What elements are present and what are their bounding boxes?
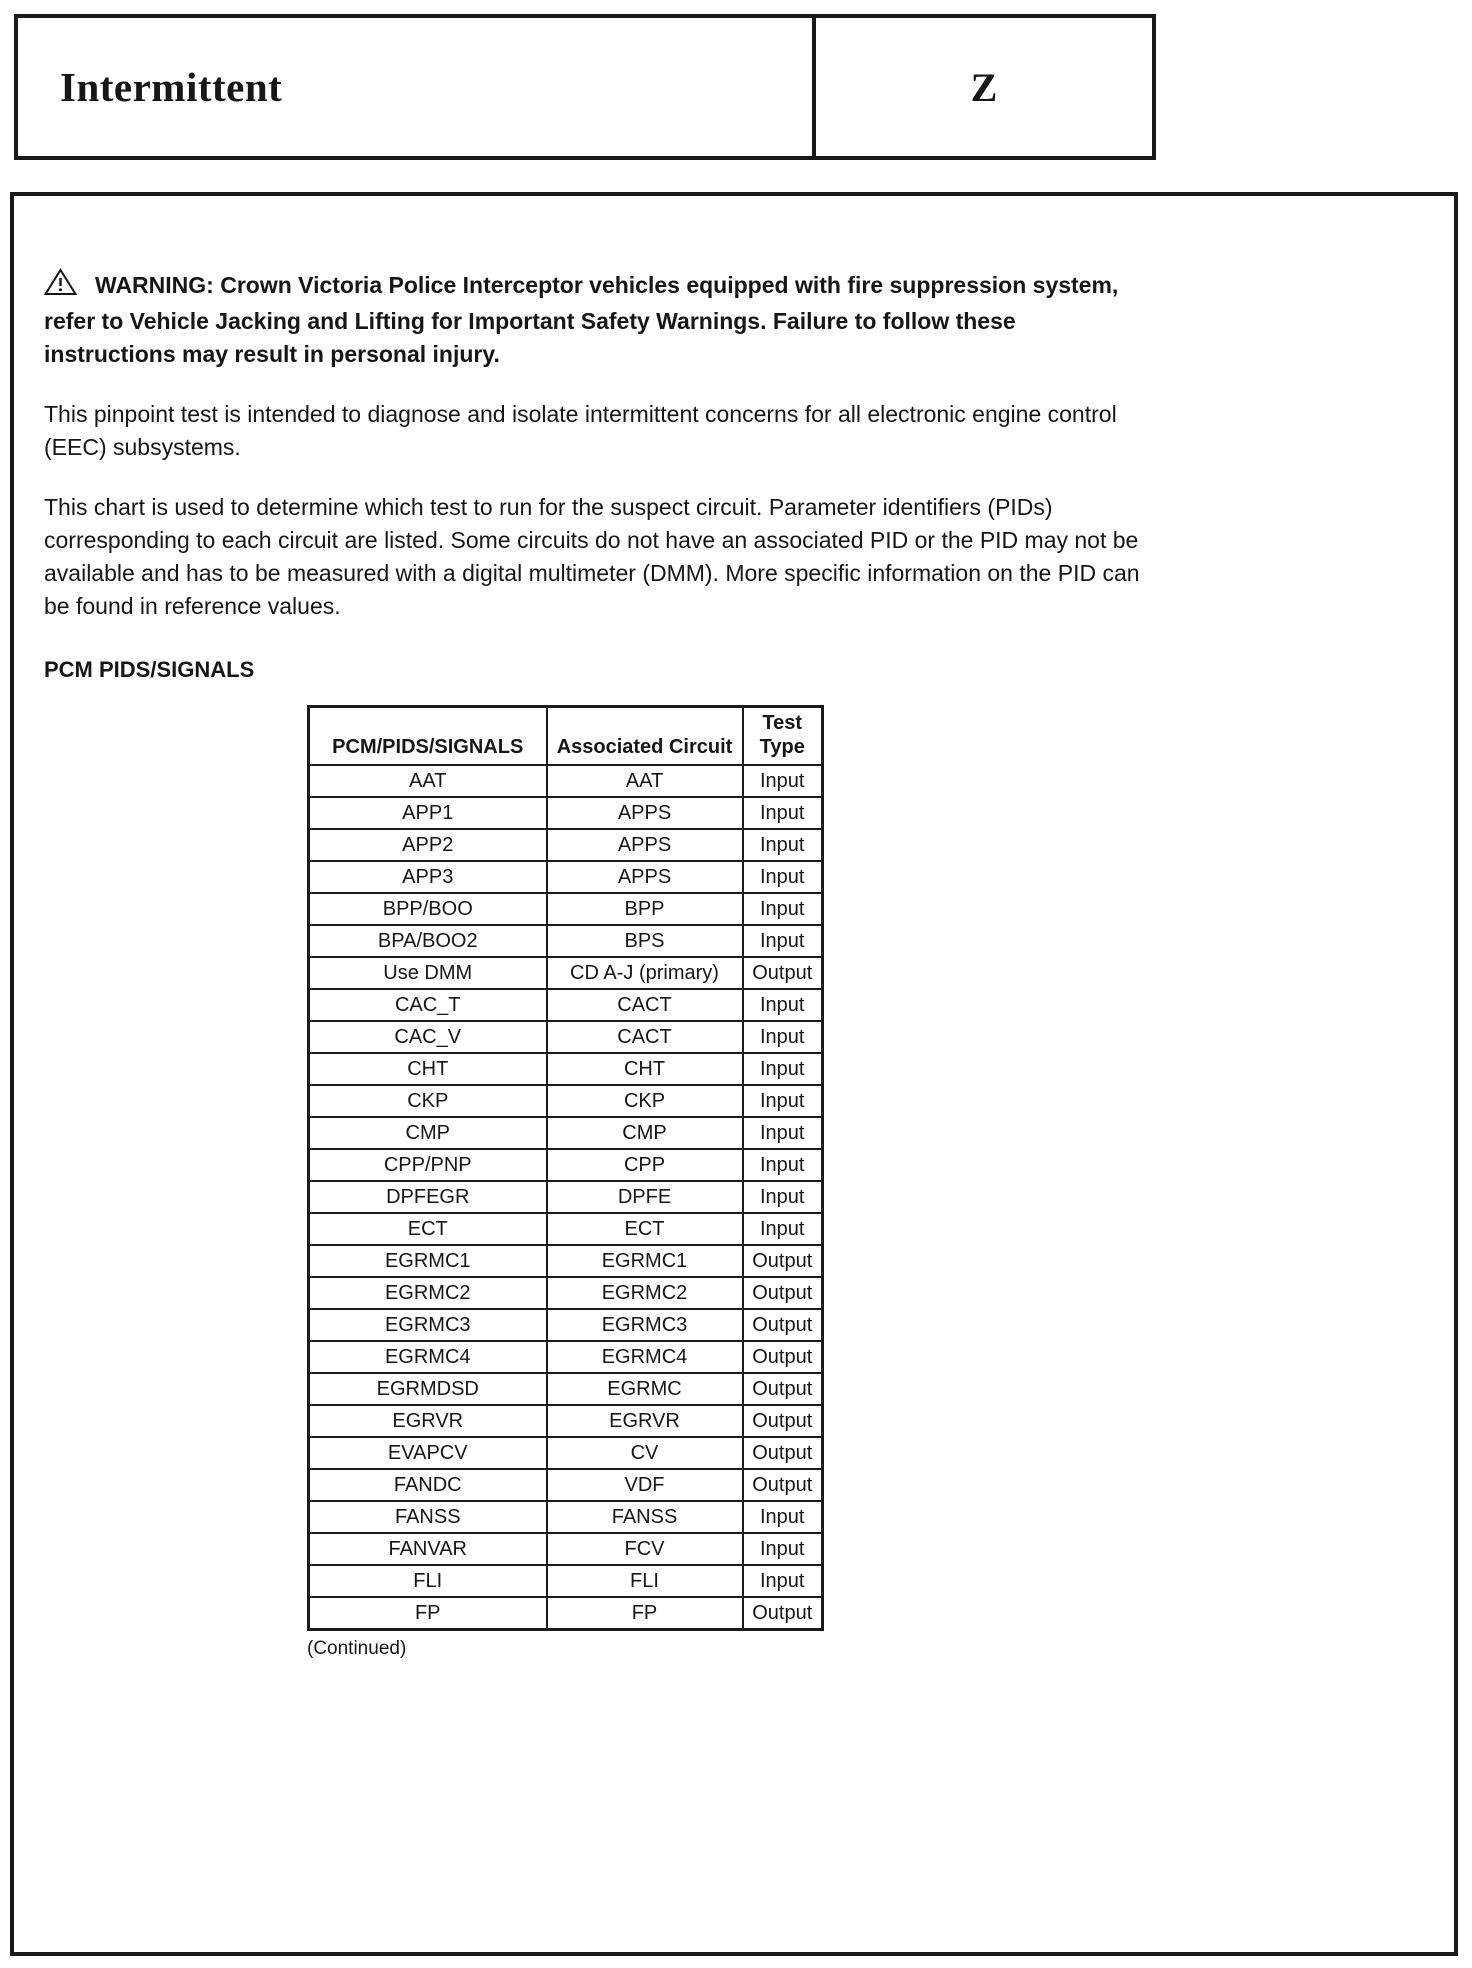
table-cell: DPFEGR [309,1181,547,1213]
pids-table-body [309,765,823,1630]
table-cell: Use DMM [309,957,547,989]
table-cell: CPP [547,1149,743,1181]
table-row [309,925,823,957]
warning-text: Crown Victoria Police Interceptor vehicles equipped with fire suppression system, refer to Vehicle Jacking and Lifting for Important Safety Warnings. Failure to follow these instructions may result in personal injury. [44,272,1119,367]
table-row [309,797,823,829]
table-row [309,1213,823,1245]
warning-label: WARNING: [95,272,214,298]
table-row [309,1341,823,1373]
table-cell: APP3 [309,861,547,893]
table-cell: EGRMC4 [309,1341,547,1373]
table-cell: CPP/PNP [309,1149,547,1181]
table-row [309,1405,823,1437]
table-cell: Output [743,1277,823,1309]
table-cell: CMP [547,1117,743,1149]
table-cell: BPP [547,893,743,925]
table-row [309,1277,823,1309]
table-cell: AAT [547,765,743,797]
table-cell: Output [743,1373,823,1405]
table-cell: Output [743,1245,823,1277]
table-cell: CACT [547,989,743,1021]
table-cell: Input [743,1501,823,1533]
table-cell: Input [743,1085,823,1117]
continued-note: (Continued) [307,1638,407,1659]
table-cell: Input [743,1117,823,1149]
table-cell: EGRMC4 [547,1341,743,1373]
table-cell: EGRMC1 [547,1245,743,1277]
table-row [309,1533,823,1565]
table-cell: FCV [547,1533,743,1565]
table-cell: VDF [547,1469,743,1501]
table-cell: EGRVR [547,1405,743,1437]
table-cell: FANSS [547,1501,743,1533]
table-row [309,1021,823,1053]
table-cell: FLI [547,1565,743,1597]
page-title: Intermittent [60,64,283,110]
table-cell: CV [547,1437,743,1469]
table-cell: Input [743,861,823,893]
table-row [309,989,823,1021]
table-cell: Output [743,1341,823,1373]
table-cell: Output [743,1469,823,1501]
table-cell: ECT [309,1213,547,1245]
table-cell: BPA/BOO2 [309,925,547,957]
table-cell: Input [743,1565,823,1597]
table-cell: EGRMC1 [309,1245,547,1277]
table-row [309,1597,823,1630]
table-cell: Output [743,1405,823,1437]
table-cell: ECT [547,1213,743,1245]
table-cell: APPS [547,829,743,861]
header-title-cell [18,18,816,156]
table-cell: APPS [547,797,743,829]
table-cell: APP1 [309,797,547,829]
table-cell: FANDC [309,1469,547,1501]
table-header-row [309,707,823,766]
table-row [309,861,823,893]
table-cell: CKP [547,1085,743,1117]
table-row [309,1181,823,1213]
table-cell: Input [743,797,823,829]
intro-paragraph: This pinpoint test is intended to diagnose and isolate intermittent concerns for all electronic engine control (EEC) subsystems. [44,401,1117,460]
table-cell: Input [743,1213,823,1245]
header-letter-cell [816,18,1152,156]
table-row [309,1053,823,1085]
table-cell: Input [743,893,823,925]
table-cell: Output [743,957,823,989]
table-cell: Input [743,1149,823,1181]
table-cell: FANVAR [309,1533,547,1565]
table-cell: CHT [547,1053,743,1085]
table-cell: Output [743,1437,823,1469]
table-cell: DPFE [547,1181,743,1213]
table-cell: Input [743,925,823,957]
table-row [309,1245,823,1277]
table-cell: FP [309,1597,547,1630]
table-row [309,1565,823,1597]
table-header-cell: PCM/PIDS/SIGNALS [309,707,547,766]
table-cell: CMP [309,1117,547,1149]
table-header-cell: Test Type [743,707,823,766]
content-box [10,192,1458,1956]
table-cell: FP [547,1597,743,1630]
table-row [309,1117,823,1149]
table-header-cell: Associated Circuit [547,707,743,766]
table-cell: CKP [309,1085,547,1117]
content-inner [14,196,1454,1660]
table-cell: EGRMC2 [309,1277,547,1309]
table-cell: FANSS [309,1501,547,1533]
table-row [309,957,823,989]
table-row [309,1469,823,1501]
table-cell: APPS [547,861,743,893]
table-cell: EGRMDSD [309,1373,547,1405]
warning-triangle-icon [44,268,77,305]
table-cell: EGRMC [547,1373,743,1405]
table-cell: EGRVR [309,1405,547,1437]
table-row [309,829,823,861]
table-row [309,1501,823,1533]
pids-table-head [309,707,823,766]
table-heading: PCM PIDS/SIGNALS [44,657,255,682]
table-cell: CACT [547,1021,743,1053]
table-cell: EGRMC2 [547,1277,743,1309]
chart-description-paragraph: This chart is used to determine which test to run for the suspect circuit. Parameter identifiers (PIDs) corresponding to each circuit are listed. Some circuits do not have an associated PID or the PID may not be available and has to be measured with a digital multimeter (DMM). More specific information on the PID can be found in reference values. [44,494,1140,619]
table-cell: CD A-J (primary) [547,957,743,989]
table-cell: Input [743,1053,823,1085]
table-cell: Input [743,1181,823,1213]
table-cell: Input [743,989,823,1021]
table-row [309,765,823,797]
table-cell: CHT [309,1053,547,1085]
table-cell: Input [743,1533,823,1565]
page-header [14,14,1156,160]
table-row [309,1149,823,1181]
table-row [309,1373,823,1405]
table-cell: BPS [547,925,743,957]
section-letter: Z [970,64,998,110]
table-cell: Output [743,1597,823,1630]
table-cell: APP2 [309,829,547,861]
table-cell: Input [743,1021,823,1053]
table-cell: EGRMC3 [547,1309,743,1341]
table-row [309,893,823,925]
table-cell: AAT [309,765,547,797]
table-cell: Input [743,829,823,861]
table-cell: BPP/BOO [309,893,547,925]
table-cell: CAC_T [309,989,547,1021]
warning-paragraph [44,268,1149,371]
table-row [309,1085,823,1117]
table-row [309,1437,823,1469]
table-cell: FLI [309,1565,547,1597]
table-row [309,1309,823,1341]
table-cell: EGRMC3 [309,1309,547,1341]
table-cell: Input [743,765,823,797]
table-cell: CAC_V [309,1021,547,1053]
table-cell: Output [743,1309,823,1341]
pids-table [307,705,824,1631]
table-cell: EVAPCV [309,1437,547,1469]
